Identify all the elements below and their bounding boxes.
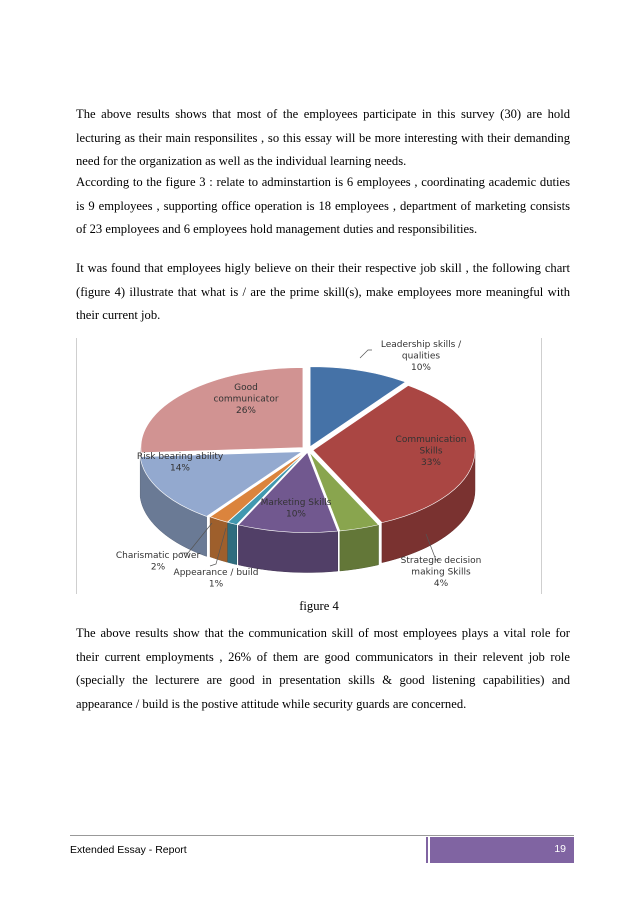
slice-label: Good communicator 26% — [213, 383, 279, 416]
slice-label: Charismatic power 2% — [115, 551, 201, 573]
slice-label: Risk bearing ability 14% — [136, 452, 224, 474]
body-paragraph: The above results shows that most of the employees participate in this survey (30) are hold lecturing as their main responsilites , so this essay will be more interesting with their demanding need for the organization as well as the individual learning needs. — [76, 107, 570, 169]
body-paragraph: It was found that employees higly believe on their their respective job skill , the following chart (figure 4) illustrate that what is / are the prime skill(s), make employees more meaningful with their current job. — [76, 261, 570, 323]
figure-caption: figure 4 — [299, 599, 339, 613]
footer-page-box — [430, 837, 574, 863]
slice-label: Leadership skills / qualities 10% — [380, 340, 462, 373]
slice-label: Appearance / build 1% — [173, 568, 259, 590]
pie-chart — [76, 338, 542, 594]
label-leader-line — [360, 350, 372, 358]
slice-label: Strategic decision making Skills 4% — [400, 556, 482, 589]
slice-label: Communication Skills 33% — [395, 435, 467, 468]
pie-slice-side — [228, 522, 237, 564]
pie-slice — [141, 368, 303, 453]
body-paragraph: According to the figure 3 : relate to adminstartion is 6 employees , coordinating academic duties is 9 employees , supporting office operation is 18 employees , department of marketing consists of 23 employees and 6 employees hold management duties and responsibilities. — [76, 175, 570, 237]
footer-title: Extended Essay - Report — [70, 844, 187, 856]
page-number: 19 — [554, 843, 566, 855]
body-paragraph: The above results show that the communication skill of most employees plays a vital role for their current employments , 26% of them are good communicators in their relevent job role (specially the lecturere are good in presentation skills & good listening capabilities) and appearance / build is the postive attitude while security guards are concerned. — [76, 626, 570, 711]
slice-label: Marketing Skills 10% — [260, 498, 332, 520]
pie-slice-side — [340, 525, 379, 571]
footer-accent-strip — [426, 837, 428, 863]
pie-chart-figure — [76, 338, 542, 594]
footer-divider — [70, 835, 574, 836]
